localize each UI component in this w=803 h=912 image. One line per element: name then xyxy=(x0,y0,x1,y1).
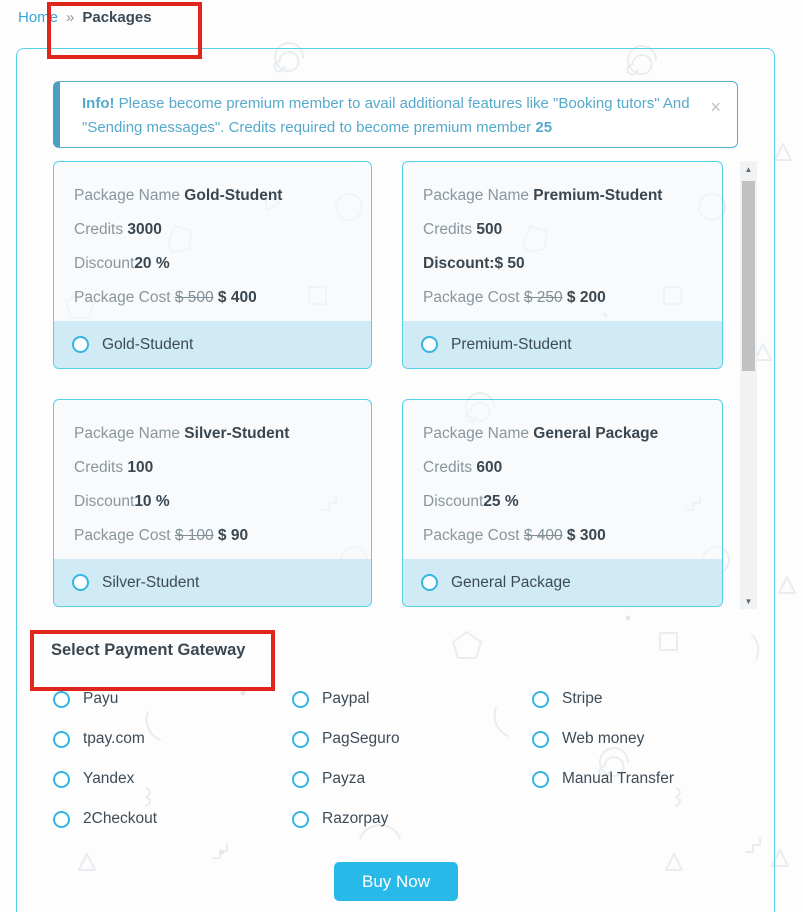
credits-value: 3000 xyxy=(127,221,162,238)
credits-row: Credits 3000 xyxy=(74,221,162,238)
radio-payu[interactable] xyxy=(53,691,70,708)
payment-option-webmoney[interactable] xyxy=(532,719,762,759)
payment-option-manual-transfer[interactable] xyxy=(532,759,762,799)
payment-option-yandex[interactable] xyxy=(53,759,283,799)
payment-option-razorpay[interactable] xyxy=(292,799,522,839)
radio-label: Premium-Student xyxy=(451,335,572,353)
cost-value: $ 400 xyxy=(217,289,257,306)
info-alert xyxy=(53,81,738,148)
payment-option-payza[interactable] xyxy=(292,759,522,799)
package-card-premium-student xyxy=(402,161,723,369)
cost-row: Package Cost $ 250 $ 200 xyxy=(423,289,606,306)
original-cost-value: $ 100 xyxy=(174,527,214,544)
payment-option-label: Payu xyxy=(83,690,119,707)
payment-option-pagseguro[interactable] xyxy=(292,719,522,759)
credits-row: Credits 500 xyxy=(423,221,503,238)
payment-option-label: tpay.com xyxy=(83,730,145,747)
package-name-row: Package Name General Package xyxy=(423,425,659,442)
payment-option-stripe[interactable] xyxy=(532,679,762,719)
credits-value: 500 xyxy=(476,221,503,238)
radio-razorpay[interactable] xyxy=(292,811,309,828)
payment-column-3 xyxy=(532,679,762,799)
discount-row: Discount20 % xyxy=(74,255,170,272)
payment-option-paypal[interactable] xyxy=(292,679,522,719)
discount-row: Discount25 % xyxy=(423,493,519,510)
payment-option-tpay[interactable] xyxy=(53,719,283,759)
payment-option-label: Yandex xyxy=(83,770,135,787)
radio-gold-student[interactable] xyxy=(72,336,89,353)
payment-option-label: PagSeguro xyxy=(322,730,400,747)
annotation-box-payment-heading xyxy=(30,630,275,691)
credits-row: Credits 600 xyxy=(423,459,503,476)
package-name-value: General Package xyxy=(533,425,659,442)
radio-premium-student[interactable] xyxy=(421,336,438,353)
annotation-box-packages-breadcrumb xyxy=(47,2,202,59)
payment-option-2checkout[interactable] xyxy=(53,799,283,839)
radio-stripe[interactable] xyxy=(532,691,549,708)
package-name-row: Package Name Gold-Student xyxy=(74,187,283,204)
payment-option-label: Stripe xyxy=(562,690,603,707)
package-name-row: Package Name Premium-Student xyxy=(423,187,663,204)
discount-value: 25 % xyxy=(483,493,519,510)
radio-2checkout[interactable] xyxy=(53,811,70,828)
close-icon[interactable]: × xyxy=(710,97,721,117)
radio-silver-student[interactable] xyxy=(72,574,89,591)
cost-row: Package Cost $ 400 $ 300 xyxy=(423,527,606,544)
package-select-footer xyxy=(403,559,722,606)
discount-value: $ 50 xyxy=(494,255,525,272)
cost-row: Package Cost $ 500 $ 400 xyxy=(74,289,257,306)
package-name-value: Silver-Student xyxy=(184,425,290,442)
radio-label: Gold-Student xyxy=(102,335,194,353)
discount-row: Discount:$ 50 xyxy=(423,255,525,272)
packages-scrollbar[interactable] xyxy=(740,161,757,609)
radio-payza[interactable] xyxy=(292,771,309,788)
original-cost-value: $ 250 xyxy=(523,289,563,306)
payment-column-2 xyxy=(292,679,522,839)
radio-label: Silver-Student xyxy=(102,573,200,591)
buy-now-button[interactable]: Buy Now xyxy=(334,862,458,901)
alert-credits-value: 25 xyxy=(535,119,553,136)
cost-row: Package Cost $ 100 $ 90 xyxy=(74,527,249,544)
packages-panel xyxy=(16,48,775,912)
cost-value: $ 300 xyxy=(566,527,606,544)
payment-option-label: Manual Transfer xyxy=(562,770,674,787)
alert-title: Info! xyxy=(82,95,115,112)
radio-yandex[interactable] xyxy=(53,771,70,788)
discount-value: 10 % xyxy=(134,493,170,510)
radio-tpay[interactable] xyxy=(53,731,70,748)
payment-option-label: Web money xyxy=(562,730,645,747)
scrollbar-down-arrow-icon[interactable]: ▼ xyxy=(744,596,753,606)
radio-paypal[interactable] xyxy=(292,691,309,708)
package-card-gold-student xyxy=(53,161,372,369)
payment-option-label: Payza xyxy=(322,770,366,787)
payment-gateway-heading: Select Payment Gateway xyxy=(51,641,246,659)
payment-option-label: 2Checkout xyxy=(83,810,158,827)
payment-column-1 xyxy=(53,679,283,839)
original-cost-value: $ 400 xyxy=(523,527,563,544)
cost-value: $ 90 xyxy=(217,527,249,544)
package-name-row: Package Name Silver-Student xyxy=(74,425,290,442)
radio-general-package[interactable] xyxy=(421,574,438,591)
alert-message: Please become premium member to avail additional features like "Booking tutors" And "Sending messages". Credits required to become premium member xyxy=(82,95,690,136)
original-cost-value: $ 500 xyxy=(174,289,214,306)
package-card-silver-student xyxy=(53,399,372,607)
breadcrumb-current-packages: Packages xyxy=(82,9,152,26)
payment-option-label: Paypal xyxy=(322,690,370,707)
package-name-value: Gold-Student xyxy=(184,187,283,204)
package-card-general-package xyxy=(402,399,723,607)
credits-row: Credits 100 xyxy=(74,459,154,476)
scrollbar-up-arrow-icon[interactable]: ▲ xyxy=(744,164,753,174)
credits-value: 100 xyxy=(127,459,154,476)
radio-webmoney[interactable] xyxy=(532,731,549,748)
cost-value: $ 200 xyxy=(566,289,606,306)
breadcrumb-separator: » xyxy=(66,9,75,26)
radio-label: General Package xyxy=(451,573,571,591)
breadcrumb-home-link[interactable]: Home xyxy=(18,9,59,26)
radio-manual-transfer[interactable] xyxy=(532,771,549,788)
discount-value: 20 % xyxy=(134,255,170,272)
package-name-value: Premium-Student xyxy=(533,187,663,204)
payment-option-label: Razorpay xyxy=(322,810,389,827)
discount-row: Discount10 % xyxy=(74,493,170,510)
package-select-footer xyxy=(54,559,371,606)
credits-value: 600 xyxy=(476,459,503,476)
radio-pagseguro[interactable] xyxy=(292,731,309,748)
package-select-footer xyxy=(403,321,722,368)
package-select-footer xyxy=(54,321,371,368)
scrollbar-thumb[interactable] xyxy=(742,181,755,371)
